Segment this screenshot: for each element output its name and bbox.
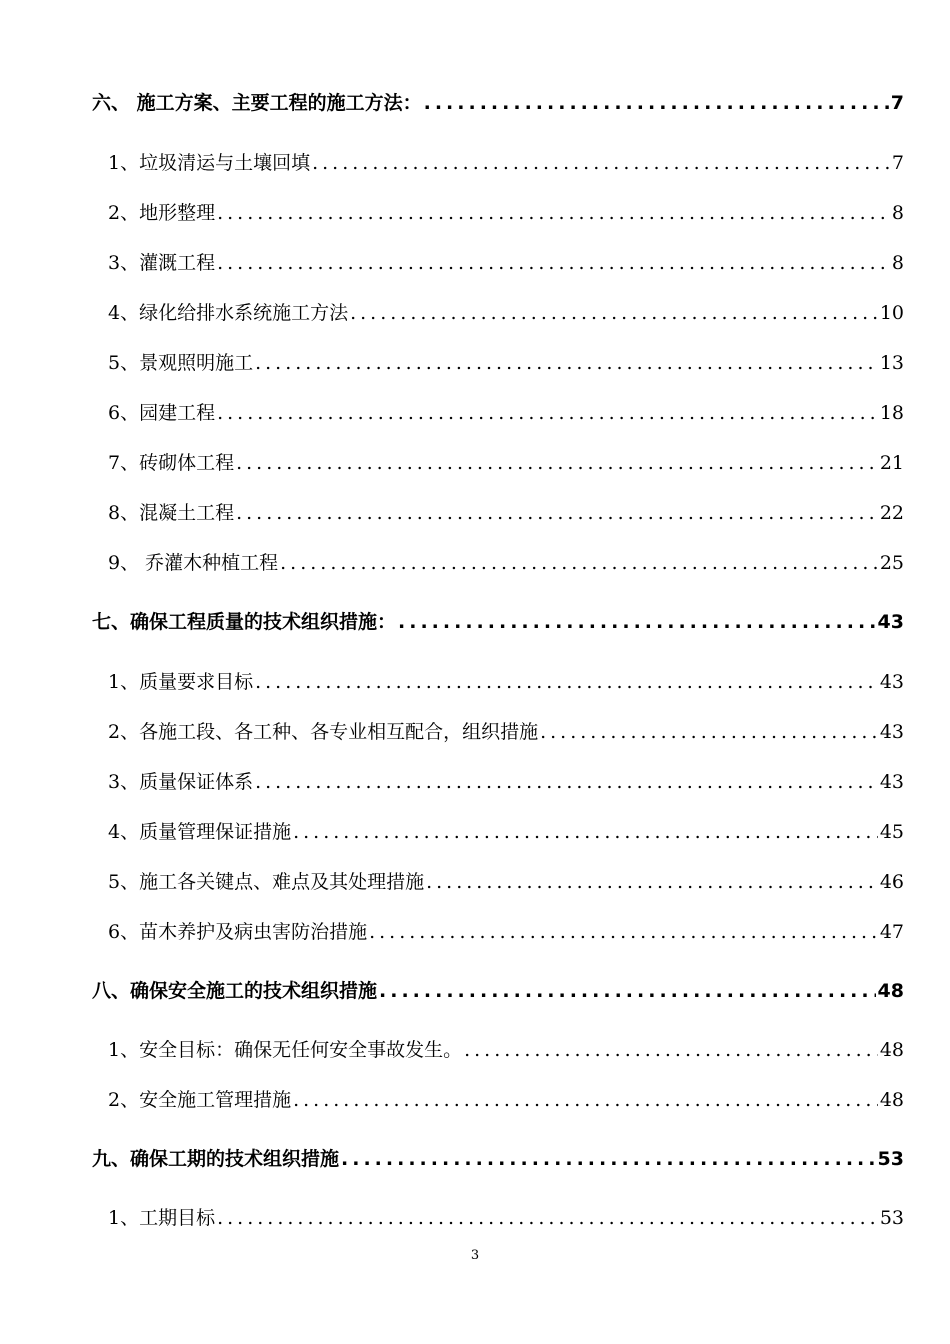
toc-chapter-entry[interactable] bbox=[0, 607, 950, 634]
toc-entry-page: 13 bbox=[879, 352, 904, 374]
toc-dot-leader bbox=[236, 452, 878, 474]
toc-entry-page: 53 bbox=[877, 1148, 904, 1170]
toc-dot-leader bbox=[426, 871, 878, 893]
toc-dot-leader bbox=[280, 552, 878, 574]
toc-entry-title: 2、地形整理 bbox=[108, 202, 216, 224]
toc-section-entry[interactable] bbox=[0, 298, 950, 325]
toc-entry-title: 4、绿化给排水系统施工方法 bbox=[108, 302, 349, 324]
toc-entry-title: 4、质量管理保证措施 bbox=[108, 821, 292, 843]
toc-entry-title: 3、灌溉工程 bbox=[108, 252, 216, 274]
page-number: 3 bbox=[470, 1248, 480, 1263]
toc-dot-leader bbox=[255, 671, 878, 693]
toc-entry-page: 43 bbox=[877, 611, 904, 633]
toc-dot-leader bbox=[424, 92, 889, 114]
toc-section-entry[interactable] bbox=[0, 917, 950, 944]
toc-section-entry[interactable] bbox=[0, 348, 950, 375]
toc-dot-leader bbox=[398, 611, 876, 633]
toc-entry-page: 48 bbox=[879, 1039, 904, 1061]
toc-section-entry[interactable] bbox=[0, 548, 950, 575]
toc-entry-page: 8 bbox=[891, 252, 904, 274]
toc-entry-page: 48 bbox=[879, 1089, 904, 1111]
toc-section-entry[interactable] bbox=[0, 1085, 950, 1112]
toc-entry-title: 6、苗木养护及病虫害防治措施 bbox=[108, 921, 368, 943]
toc-entry-title: 八、确保安全施工的技术组织措施 bbox=[92, 980, 378, 1002]
toc-entry-page: 25 bbox=[879, 552, 904, 574]
toc-section-entry[interactable] bbox=[0, 1035, 950, 1062]
toc-section-entry[interactable] bbox=[0, 817, 950, 844]
toc-entry-page: 48 bbox=[877, 980, 904, 1002]
toc-section-entry[interactable] bbox=[0, 198, 950, 225]
toc-entry-title: 2、各施工段、各工种、各专业相互配合，组织措施 bbox=[108, 721, 539, 743]
toc-chapter-entry[interactable] bbox=[0, 88, 950, 115]
toc-entry-title: 8、混凝土工程 bbox=[108, 502, 235, 524]
toc-section-entry[interactable] bbox=[0, 398, 950, 425]
toc-entry-title: 六、 施工方案、主要工程的施工方法： bbox=[92, 92, 422, 114]
toc-entry-title: 1、垃圾清运与土壤回填 bbox=[108, 152, 311, 174]
toc-entry-title: 5、景观照明施工 bbox=[108, 352, 254, 374]
toc-entry-title: 1、工期目标 bbox=[108, 1207, 216, 1229]
toc-entry-page: 7 bbox=[890, 92, 904, 114]
toc-section-entry[interactable] bbox=[0, 667, 950, 694]
toc-chapter-entry[interactable] bbox=[0, 1144, 950, 1171]
toc-entry-page: 47 bbox=[879, 921, 904, 943]
toc-entry-page: 43 bbox=[879, 671, 904, 693]
toc-entry-page: 46 bbox=[879, 871, 904, 893]
toc-entry-title: 1、安全目标：确保无任何安全事故发生。 bbox=[108, 1039, 463, 1061]
toc-dot-leader bbox=[217, 402, 878, 424]
toc-dot-leader bbox=[293, 1089, 878, 1111]
toc-section-entry[interactable] bbox=[0, 248, 950, 275]
toc-chapter-entry[interactable] bbox=[0, 976, 950, 1003]
toc-entry-title: 七、确保工程质量的技术组织措施： bbox=[92, 611, 397, 633]
toc-entry-page: 8 bbox=[891, 202, 904, 224]
toc-entry-title: 9、 乔灌木种植工程 bbox=[108, 552, 279, 574]
toc-dot-leader bbox=[540, 721, 878, 743]
toc-dot-leader bbox=[312, 152, 890, 174]
toc-dot-leader bbox=[217, 252, 890, 274]
toc-dot-leader bbox=[255, 352, 878, 374]
toc-dot-leader bbox=[350, 302, 878, 324]
toc-entry-title: 6、园建工程 bbox=[108, 402, 216, 424]
toc-entry-page: 43 bbox=[879, 721, 904, 743]
toc-entry-page: 43 bbox=[879, 771, 904, 793]
toc-entry-page: 22 bbox=[879, 502, 904, 524]
toc-dot-leader bbox=[255, 771, 878, 793]
toc-section-entry[interactable] bbox=[0, 867, 950, 894]
toc-entry-title: 2、安全施工管理措施 bbox=[108, 1089, 292, 1111]
toc-dot-leader bbox=[236, 502, 878, 524]
toc-section-entry[interactable] bbox=[0, 1203, 950, 1230]
toc-entry-page: 53 bbox=[879, 1207, 904, 1229]
toc-entry-title: 5、施工各关键点、难点及其处理措施 bbox=[108, 871, 425, 893]
toc-dot-leader bbox=[217, 1207, 878, 1229]
toc-dot-leader bbox=[464, 1039, 878, 1061]
toc-dot-leader bbox=[341, 1148, 876, 1170]
toc-entry-page: 18 bbox=[879, 402, 904, 424]
toc-section-entry[interactable] bbox=[0, 498, 950, 525]
toc-entry-title: 7、砖砌体工程 bbox=[108, 452, 235, 474]
toc-entry-title: 九、确保工期的技术组织措施 bbox=[92, 1148, 340, 1170]
toc-entry-page: 7 bbox=[891, 152, 904, 174]
toc-section-entry[interactable] bbox=[0, 448, 950, 475]
toc-dot-leader bbox=[369, 921, 878, 943]
toc-dot-leader bbox=[217, 202, 890, 224]
toc-entry-title: 1、质量要求目标 bbox=[108, 671, 254, 693]
toc-entry-page: 21 bbox=[879, 452, 904, 474]
toc-section-entry[interactable] bbox=[0, 148, 950, 175]
toc-section-entry[interactable] bbox=[0, 767, 950, 794]
toc-dot-leader bbox=[379, 980, 876, 1002]
toc-entry-title: 3、质量保证体系 bbox=[108, 771, 254, 793]
toc-dot-leader bbox=[293, 821, 878, 843]
toc-entry-page: 45 bbox=[879, 821, 904, 843]
toc-section-entry[interactable] bbox=[0, 717, 950, 744]
toc-entry-page: 10 bbox=[879, 302, 904, 324]
